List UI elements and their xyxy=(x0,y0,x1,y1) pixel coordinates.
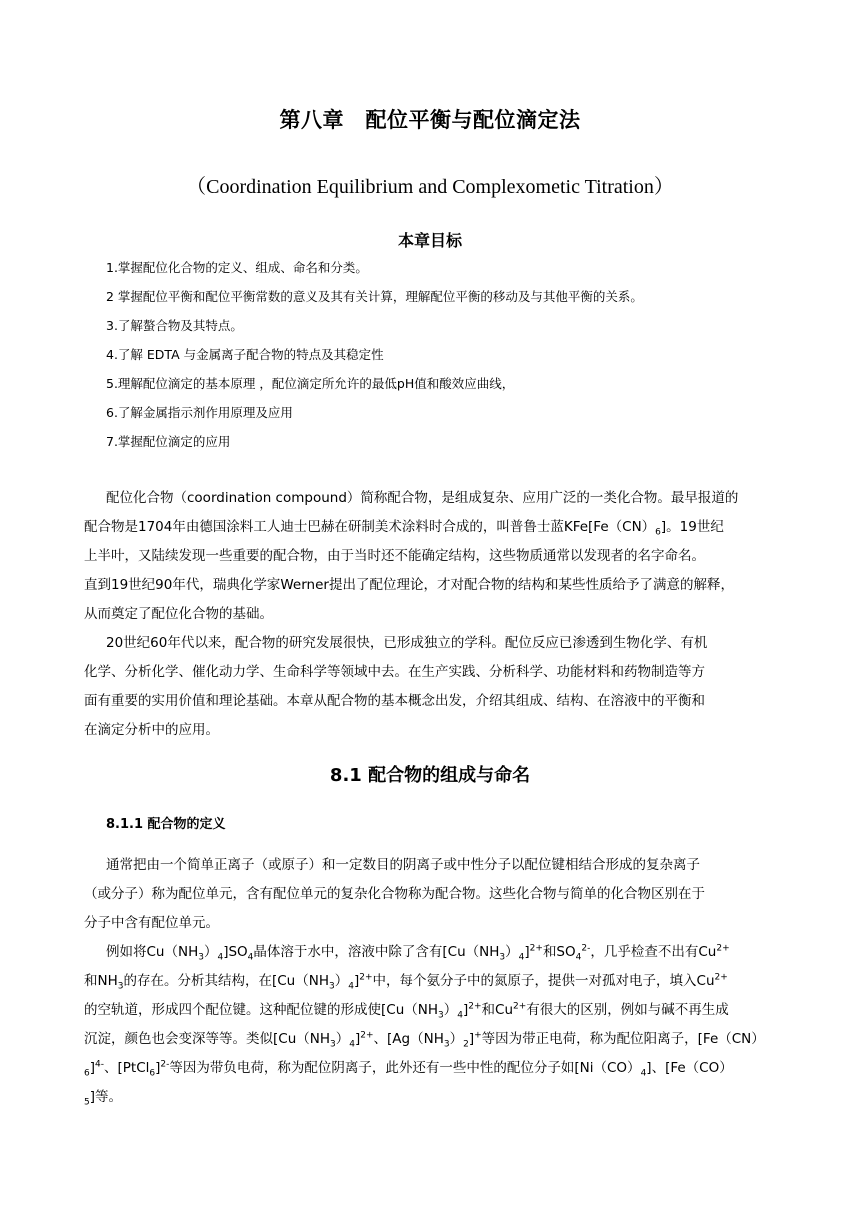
section-p2-line: $_6$]$^{4-}$、[PtCl$_6$]$^{2-}$等因为带负电荷，称为配位阴离子，此外还有一些中性的配位分子如$[Ni(CO)_4]$、[Fe（CO） xyxy=(84,1059,733,1079)
section-p2-line: $_5$]等。 xyxy=(84,1089,123,1108)
intro-p1-line: 从而奠定了配位化合物的基础。 xyxy=(84,606,273,622)
intro-p2-line: 在滴定分析中的应用。 xyxy=(84,722,219,738)
goal-item: 7.掌握配位滴定的应用 xyxy=(106,434,231,449)
goal-item: 2 掌握配位平衡和配位平衡常数的意义及其有关计算，理解配位平衡的移动及与其他平衡的关系。 xyxy=(106,289,643,304)
intro-p1-line: 配合物是1704年由德国涂料工人迪士巴赫在研制美术涂料时合成的，叫普鲁士蓝$KFe[Fe(CN)_6]$。19世纪 xyxy=(84,519,724,538)
goal-item: 3.了解螯合物及其特点。 xyxy=(106,318,243,333)
section-p1-line: （或分子）称为配位单元，含有配位单元的复杂化合物称为配合物。这些化合物与简单的化合物区别在于 xyxy=(84,886,705,902)
intro-p2-line: 化学、分析化学、催化动力学、生命科学等领域中去。在生产实践、分析科学、功能材料和药物制造等方 xyxy=(84,664,705,680)
intro-p2-line: 20世纪60年代以来，配合物的研究发展很快，已形成独立的学科。配位反应已渗透到生物化学、有机 xyxy=(106,635,708,651)
section-p2-line: 沉淀，颜色也会变深等等。类似$[Cu(NH_3)_4]^{2+}$、$[Ag(NH_3)_2]^+$等因为带正电荷，称为配位阳离子，[Fe（CN） xyxy=(84,1030,765,1050)
goals-heading: 本章目标 xyxy=(397,231,462,250)
section-title: 8.1 配合物的组成与命名 xyxy=(329,765,531,786)
section-p2-line: 例如将$Cu(NH_3)_4]SO_4$晶体溶于水中，溶液中除了含有$[Cu(NH_3)_4]^{2+}$和$SO_4^{2-}$，几乎检查不出有$Cu^{2+}$ xyxy=(106,943,730,963)
goal-item: 4.了解 EDTA 与金属离子配合物的特点及其稳定性 xyxy=(106,347,384,362)
section-p2-line: 的空轨道，形成四个配位键。这种配位键的形成使$[Cu(NH_3)_4]^{2+}$和$Cu^{2+}$有很大的区别，例如与碱不再生成 xyxy=(84,1001,729,1021)
intro-p1-line: 配位化合物（coordination compound）简称配合物，是组成复杂、应用广泛的一类化合物。最早报道的 xyxy=(106,490,739,506)
chapter-title: 第八章 配位平衡与配位滴定法 xyxy=(279,108,581,132)
goal-item: 6.了解金属指示剂作用原理及应用 xyxy=(106,405,293,420)
intro-p1-line: 直到19世纪90年代，瑞典化学家Werner提出了配位理论，才对配合物的结构和某些性质给予了满意的解释， xyxy=(84,577,734,593)
goal-item: 5.理解配位滴定的基本原理 ，配位滴定所允许的最低pH值和酸效应曲线， xyxy=(106,376,515,391)
goal-item: 1.掌握配位化合物的定义、组成、命名和分类。 xyxy=(106,260,368,275)
section-p1-line: 分子中含有配位单元。 xyxy=(84,915,219,931)
chapter-subtitle: （Coordination Equilibrium and Complexometic Titration） xyxy=(186,176,674,198)
section-p2-line: 和$NH_3$的存在。分析其结构，在$[Cu(NH_3)_4]^{2+}$中，每个氨分子中的氮原子，提供一对孤对电子，填入$Cu^{2+}$ xyxy=(84,972,728,992)
subsection-title: 8.1.1 配合物的定义 xyxy=(106,817,226,832)
section-p1-line: 通常把由一个简单正离子（或原子）和一定数目的阴离子或中性分子以配位键相结合形成的复杂离子 xyxy=(106,857,700,873)
intro-p2-line: 面有重要的实用价值和理论基础。本章从配合物的基本概念出发，介绍其组成、结构、在溶液中的平衡和 xyxy=(84,693,705,709)
intro-p1-line: 上半叶，又陆续发现一些重要的配合物，由于当时还不能确定结构，这些物质通常以发现者的名字命名。 xyxy=(84,548,705,564)
